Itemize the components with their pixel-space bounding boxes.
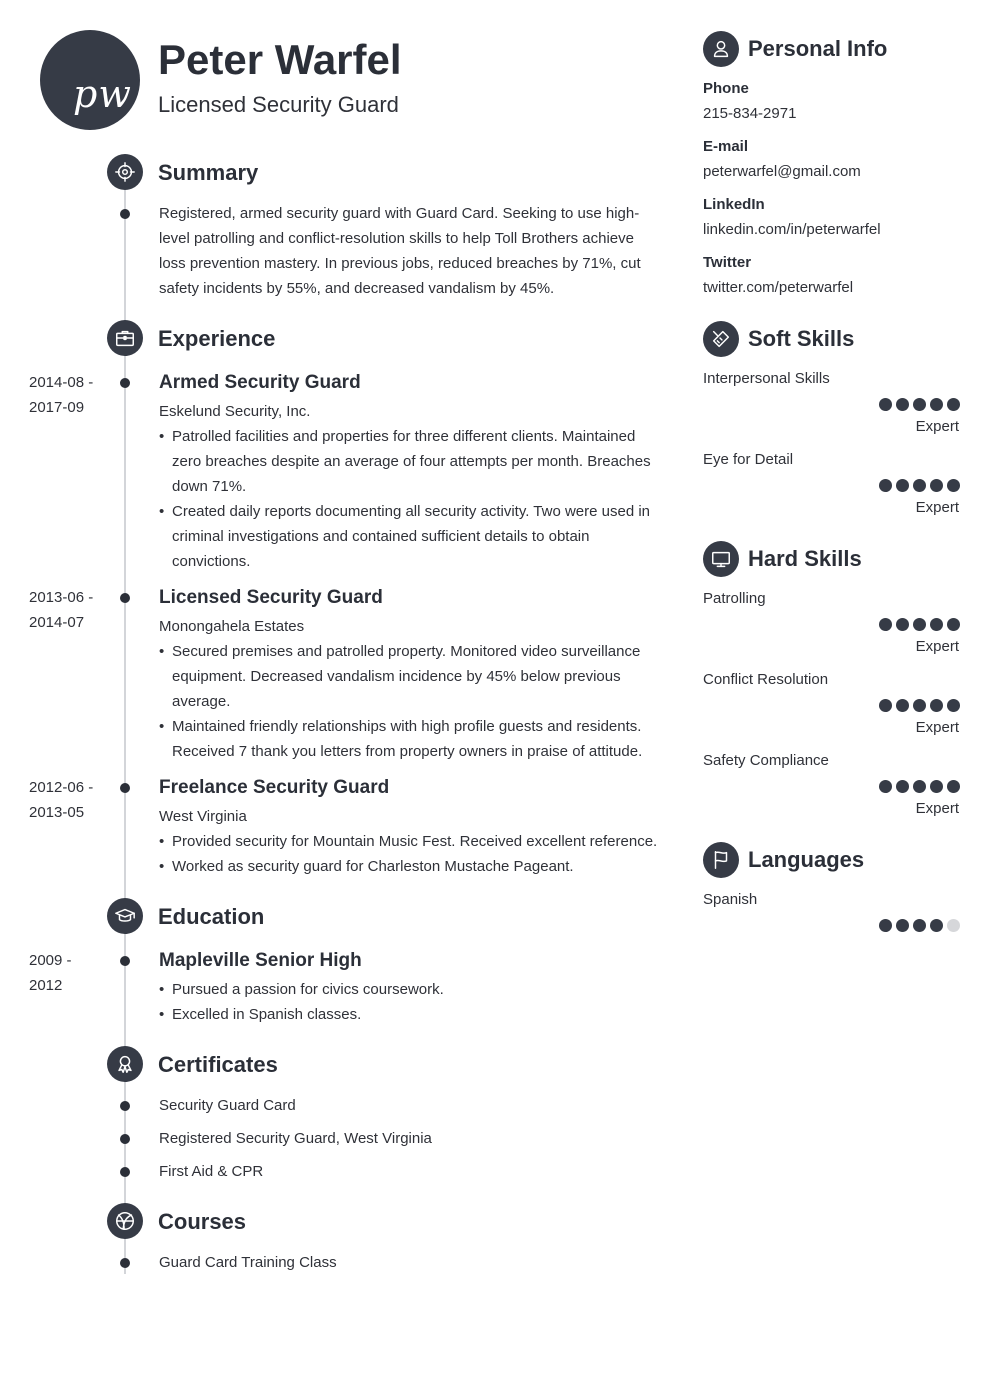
skill-level: Expert: [915, 499, 959, 516]
user-icon: [703, 31, 739, 67]
timeline-dot: [120, 783, 130, 793]
education-date-start: 2009 -: [29, 952, 72, 969]
job-title: Armed Security Guard: [159, 372, 361, 393]
rating-dot-filled: [879, 618, 892, 631]
timeline-dot: [120, 1101, 130, 1111]
rating-dot-filled: [947, 398, 960, 411]
rating-dot-filled: [896, 780, 909, 793]
rating-dot-filled: [896, 618, 909, 631]
job-date-end: 2013-05: [29, 804, 85, 821]
skill-level: Expert: [915, 638, 959, 655]
rating-dot-filled: [913, 479, 926, 492]
skill-name: Safety Compliance: [703, 752, 829, 769]
flag-icon: [703, 842, 739, 878]
briefcase-icon: [107, 320, 143, 356]
rating-dot-filled: [947, 618, 960, 631]
skill-rating: [870, 618, 960, 631]
summary-heading: Summary: [158, 160, 259, 185]
rating-dot-filled: [913, 780, 926, 793]
graduation-cap-icon: [107, 898, 143, 934]
languages-heading: Languages: [748, 847, 865, 872]
monitor-icon: [703, 541, 739, 577]
education-heading: Education: [158, 904, 265, 929]
rating-dot-filled: [879, 780, 892, 793]
experience-heading: Experience: [158, 326, 276, 351]
rating-dot-filled: [930, 919, 943, 932]
skill-rating: [870, 699, 960, 712]
linkedin-label: LinkedIn: [703, 196, 765, 213]
rating-dot-filled: [879, 919, 892, 932]
school-name: Mapleville Senior High: [159, 950, 362, 971]
job-company: West Virginia: [159, 808, 247, 825]
rating-dot-filled: [930, 699, 943, 712]
timeline-dot: [120, 1258, 130, 1268]
rating-dot-filled: [896, 479, 909, 492]
rating-dot-filled: [879, 699, 892, 712]
monogram-text: pw: [73, 72, 132, 116]
job-bullets: [159, 639, 659, 764]
rating-dot-filled: [896, 919, 909, 932]
timeline-dot: [120, 593, 130, 603]
skill-name: Patrolling: [703, 590, 766, 607]
job-date-start: 2014-08 -: [29, 374, 94, 391]
rating-dot-filled: [930, 398, 943, 411]
skill-rating: [870, 479, 960, 492]
rating-dot-filled: [947, 479, 960, 492]
rating-dot-filled: [913, 398, 926, 411]
twitter-label: Twitter: [703, 254, 752, 271]
skill-level: Expert: [915, 719, 959, 736]
education-bullets: [159, 977, 659, 1027]
monogram-avatar: [40, 30, 140, 130]
job-bullet: • Maintained friendly relationships with high profile guests and residents. Received 7 thank you letters from property owners in praise of attitude.: [159, 714, 659, 764]
skill-rating: [870, 780, 960, 793]
basketball-icon: [107, 1203, 143, 1239]
timeline-dot: [120, 956, 130, 966]
education-bullet: • Excelled in Spanish classes.: [159, 1002, 659, 1027]
job-date-end: 2017-09: [29, 399, 85, 416]
rating-dot-filled: [879, 479, 892, 492]
job-bullet: • Worked as security guard for Charleston Mustache Pageant.: [159, 854, 669, 879]
job-date: [29, 370, 109, 420]
rating-dot-filled: [930, 780, 943, 793]
phone-value: 215-834-2971: [703, 105, 797, 122]
soft-skills-heading: Soft Skills: [748, 326, 855, 351]
job-date: [29, 775, 109, 825]
job-date-start: 2012-06 -: [29, 779, 94, 796]
job-company: Monongahela Estates: [159, 618, 305, 635]
skill-name: Conflict Resolution: [703, 671, 829, 688]
twitter-value[interactable]: twitter.com/peterwarfel: [703, 279, 854, 296]
skill-level: Expert: [915, 800, 959, 817]
tools-icon: [703, 321, 739, 357]
rating-dot-filled: [896, 699, 909, 712]
summary-text: Registered, armed security guard with Guard Card. Seeking to use high-level patrolling and conflict-resolution skills to help Toll Brothers achieve loss prevention mastery. In previous jobs, reduced breaches by 71%, cut safety incidents by 55%, and decreased vandalism by 45%.: [159, 205, 641, 297]
timeline-dot: [120, 1134, 130, 1144]
target-icon: [107, 154, 143, 190]
timeline-dot: [120, 209, 130, 219]
skill-name: Interpersonal Skills: [703, 370, 830, 387]
certificate-item: Security Guard Card: [159, 1097, 296, 1114]
course-item: Guard Card Training Class: [159, 1254, 337, 1271]
certificates-heading: Certificates: [158, 1052, 278, 1077]
timeline-dot: [120, 1167, 130, 1177]
job-bullet: • Provided security for Mountain Music Fest. Received excellent reference.: [159, 829, 669, 854]
certificate-item: First Aid & CPR: [159, 1163, 264, 1180]
rating-dot-filled: [947, 699, 960, 712]
certificate-item: Registered Security Guard, West Virginia: [159, 1130, 432, 1147]
candidate-name: Peter Warfel: [158, 36, 402, 83]
job-bullet: • Created daily reports documenting all security activity. Two were used in criminal investigations and contained sufficient details to obtain convictions.: [159, 499, 659, 574]
rating-dot-filled: [879, 398, 892, 411]
skill-level: Expert: [915, 418, 959, 435]
education-date-end: 2012: [29, 977, 63, 994]
linkedin-value[interactable]: linkedin.com/in/peterwarfel: [703, 221, 881, 238]
candidate-title: Licensed Security Guard: [158, 92, 399, 117]
education-date: [29, 948, 109, 998]
rating-dot-filled: [913, 919, 926, 932]
rating-dot-filled: [947, 780, 960, 793]
job-bullets: [159, 829, 669, 879]
email-value[interactable]: peterwarfel@gmail.com: [703, 163, 861, 180]
rating-dot-filled: [896, 398, 909, 411]
language-name: Spanish: [703, 891, 758, 908]
job-title: Licensed Security Guard: [159, 587, 383, 608]
rating-dot-empty: [947, 919, 960, 932]
email-label: E-mail: [703, 138, 749, 155]
job-title: Freelance Security Guard: [159, 777, 390, 798]
rating-dot-filled: [913, 699, 926, 712]
job-date: [29, 585, 109, 635]
rating-dot-filled: [930, 618, 943, 631]
skill-rating: [870, 398, 960, 411]
job-bullet: • Patrolled facilities and properties for three different clients. Maintained zero breaches despite an average of four attempts per month. Breaches down 71%.: [159, 424, 659, 499]
hard-skills-heading: Hard Skills: [748, 546, 862, 571]
job-date-start: 2013-06 -: [29, 589, 94, 606]
job-company: Eskelund Security, Inc.: [159, 403, 311, 420]
phone-label: Phone: [703, 80, 749, 97]
language-rating: [870, 919, 960, 932]
education-bullet: • Pursued a passion for civics coursework.: [159, 977, 659, 1002]
courses-heading: Courses: [158, 1209, 247, 1234]
rating-dot-filled: [930, 479, 943, 492]
skill-name: Eye for Detail: [703, 451, 794, 468]
job-bullet: • Secured premises and patrolled property. Monitored video surveillance equipment. Decreased vandalism incidence by 45% below previous average.: [159, 639, 659, 714]
award-ribbon-icon: [107, 1046, 143, 1082]
timeline-dot: [120, 378, 130, 388]
job-bullets: [159, 424, 659, 574]
rating-dot-filled: [913, 618, 926, 631]
job-date-end: 2014-07: [29, 614, 85, 631]
personal-info-heading: Personal Info: [748, 36, 888, 61]
